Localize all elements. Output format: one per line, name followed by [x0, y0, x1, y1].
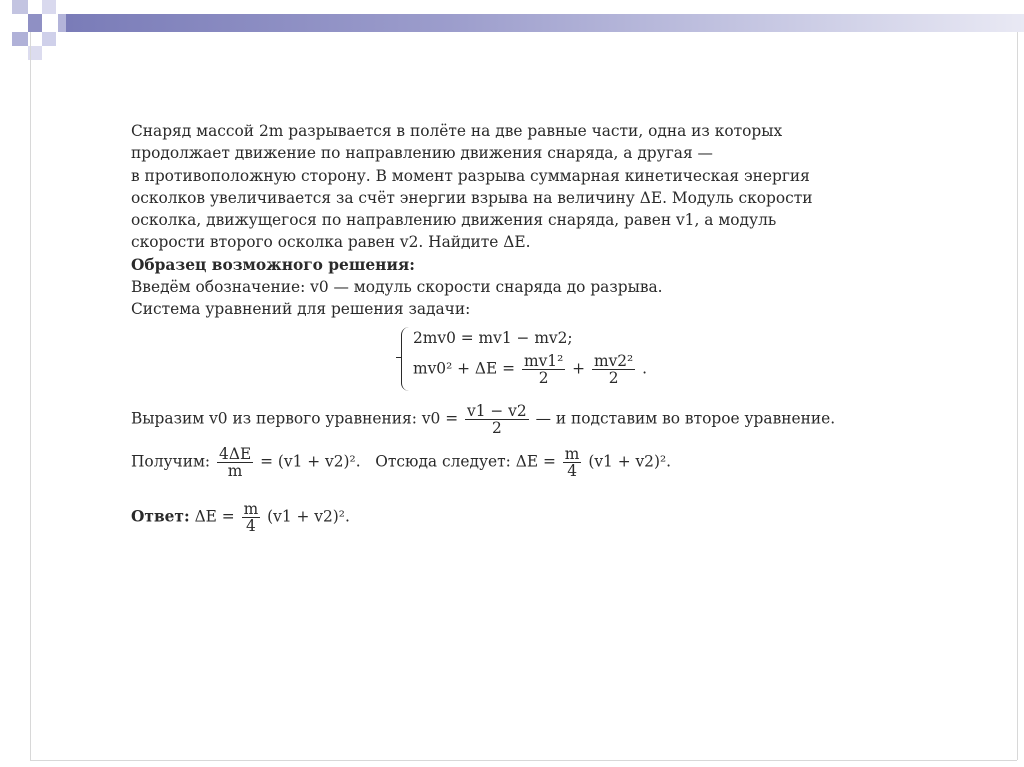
get-rhs: = (v1 + v2)². — [260, 452, 361, 471]
period: . — [642, 359, 648, 378]
problem-line: осколков увеличивается за счёт энергии взрыва на величину ΔE. Модуль скорости — [131, 188, 813, 207]
fraction — [217, 446, 253, 479]
fraction-numerator: mv1² — [523, 351, 564, 370]
problem-line: продолжает движение по направлению движения снаряда, а другая — — [131, 144, 713, 163]
fraction-numerator: m — [243, 499, 259, 518]
get-label: Получим: — [131, 452, 211, 471]
fraction-denominator: 2 — [538, 368, 549, 387]
express-tail: — и подставим во второе уравнение. — [535, 409, 836, 428]
plus-sign: + — [572, 359, 586, 378]
slide-content — [131, 120, 883, 534]
equation-1: 2mv0 = mv1 − mv2; — [413, 328, 573, 347]
fraction — [522, 353, 565, 386]
answer-line — [131, 501, 883, 534]
fraction-denominator: 2 — [491, 418, 502, 437]
fraction-denominator: m — [227, 461, 243, 480]
fraction-denominator: 4 — [567, 461, 577, 480]
answer-lhs: ΔE = — [194, 507, 235, 526]
equation-2-left: mv0² + ΔE = — [413, 359, 516, 378]
hence-label: Отсюда следует: — [375, 452, 511, 471]
hence-rhs: (v1 + v2)². — [588, 452, 672, 471]
fraction-numerator: m — [564, 444, 580, 463]
result-line — [131, 446, 883, 479]
express-line — [131, 403, 883, 436]
problem-line: Снаряд массой 2m разрывается в полёте на две равные части, одна из которых — [131, 122, 783, 140]
fraction-numerator: v1 − v2 — [467, 401, 527, 420]
fraction-numerator: mv2² — [593, 351, 634, 370]
slide-frame-bottom — [30, 760, 1017, 761]
problem-line: в противоположную сторону. В момент разрыва суммарная кинетическая энергия — [131, 166, 810, 185]
solution-heading: Образец возможного решения: — [131, 255, 415, 274]
problem-line: осколка, движущегося по направлению движения снаряда, равен v1, а модуль — [131, 211, 777, 230]
answer-rhs: (v1 + v2)². — [267, 507, 350, 526]
system-label: Система уравнений для решения задачи: — [131, 300, 471, 319]
solution-intro: Введём обозначение: v0 — модуль скорости снаряда до разрыва. — [131, 278, 663, 297]
fraction-denominator: 2 — [608, 368, 619, 387]
answer-label: Ответ: — [131, 507, 190, 526]
hence-lhs: ΔE = — [515, 452, 556, 471]
system-brace — [401, 327, 410, 391]
fraction-numerator: 4ΔE — [219, 444, 252, 463]
express-lhs: v0 = — [421, 409, 459, 428]
fraction-denominator: 4 — [246, 516, 256, 535]
fraction — [242, 501, 261, 534]
equation-2 — [413, 353, 883, 386]
fraction — [563, 446, 582, 479]
fraction — [592, 353, 635, 386]
problem-line: скорости второго осколка равен v2. Найдите ΔE. — [131, 233, 531, 252]
problem-text — [131, 120, 883, 254]
fraction — [465, 403, 529, 436]
title-bar-gradient — [66, 14, 1024, 32]
equation-system — [401, 327, 883, 393]
express-text: Выразим v0 из первого уравнения: — [131, 409, 417, 428]
